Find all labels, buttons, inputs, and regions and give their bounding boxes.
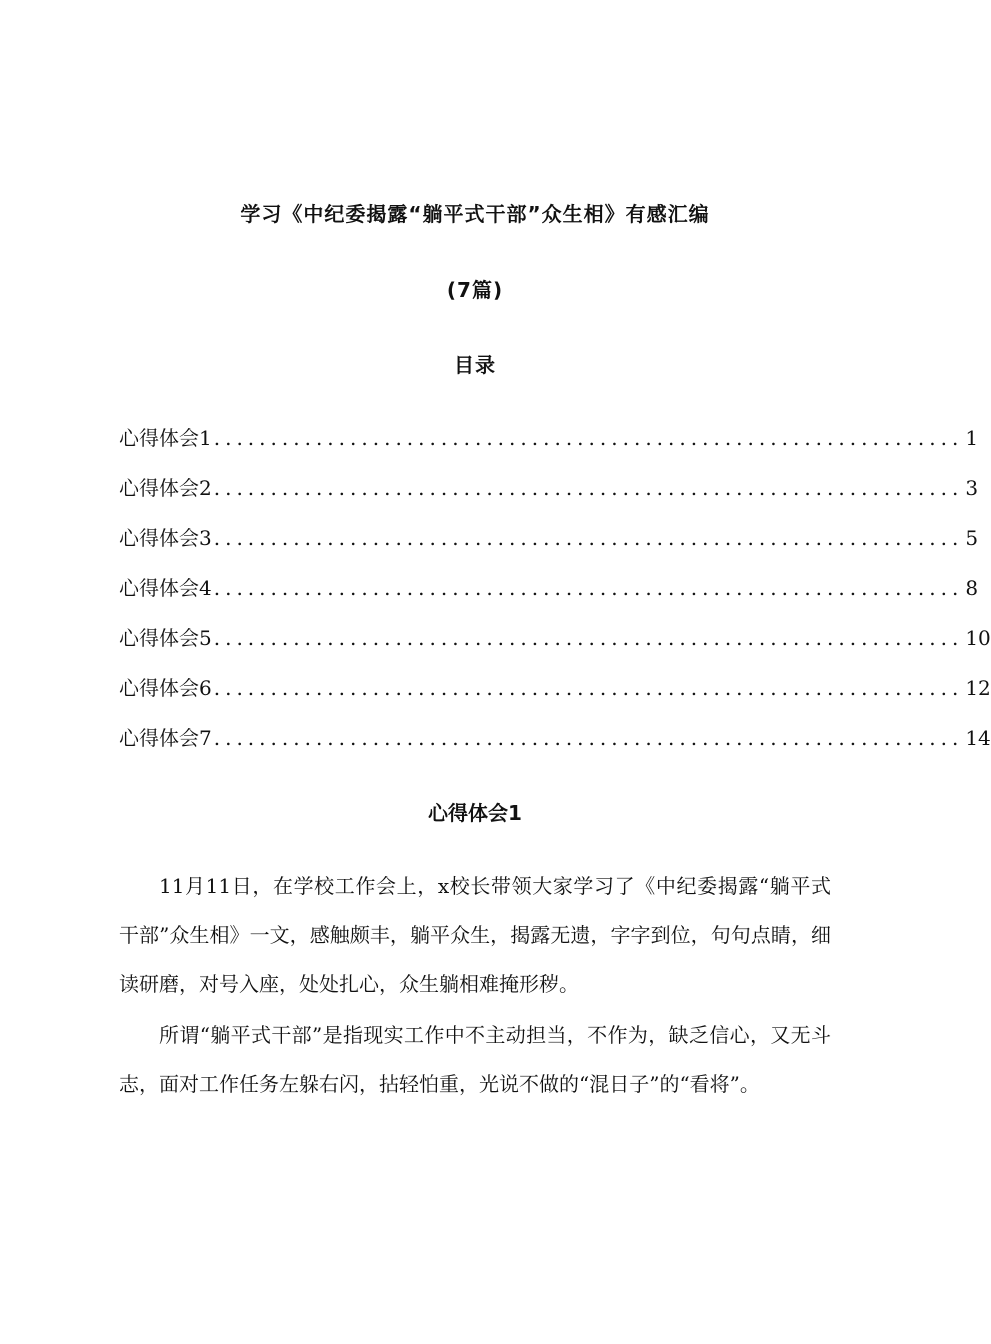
toc-leader-dots: .................................................................. xyxy=(213,476,964,500)
toc-entry-label: 心得体会3 xyxy=(119,526,212,550)
toc-entry-6[interactable] xyxy=(119,670,991,720)
toc-entry-label: 心得体会7 xyxy=(119,726,212,750)
toc-entry-page: 8 xyxy=(965,576,979,600)
toc-entry-3[interactable] xyxy=(119,520,979,570)
toc-entry-1[interactable] xyxy=(119,420,979,470)
toc-entry-label: 心得体会1 xyxy=(119,426,212,450)
toc-entry-label: 心得体会6 xyxy=(119,676,212,700)
toc-leader-dots: .................................................................. xyxy=(213,576,964,600)
toc-entry-page: 10 xyxy=(965,626,991,650)
toc-entry-4[interactable] xyxy=(119,570,979,620)
toc-entry-label: 心得体会4 xyxy=(119,576,212,600)
document-title: 学习《中纪委揭露“躺平式干部”众生相》有感汇编 xyxy=(240,202,710,226)
toc-entry-7[interactable] xyxy=(119,720,991,770)
toc-entry-label: 心得体会5 xyxy=(119,626,212,650)
body-paragraph-1: 11月11日，在学校工作会上，x校长带领大家学习了《中纪委揭露“躺平式干部”众生相》一文，感触颇丰，躺平众生，揭露无遗，字字到位，句句点睛，细读研磨，对号入座，处处扎心，众生躺相难掩形秽。 xyxy=(119,874,831,996)
table-of-contents xyxy=(119,420,991,770)
toc-leader-dots: .................................................................. xyxy=(213,526,964,550)
toc-entry-2[interactable] xyxy=(119,470,979,520)
toc-leader-dots: .................................................................. xyxy=(213,626,964,650)
toc-entry-page: 3 xyxy=(965,476,979,500)
toc-entry-5[interactable] xyxy=(119,620,991,670)
document-subtitle: (7篇) xyxy=(446,278,504,302)
toc-leader-dots: .................................................................. xyxy=(213,426,964,450)
toc-entry-page: 12 xyxy=(965,676,991,700)
toc-entry-label: 心得体会2 xyxy=(119,476,212,500)
toc-entry-page: 5 xyxy=(965,526,979,550)
toc-entry-page: 1 xyxy=(965,426,979,450)
toc-heading: 目录 xyxy=(454,353,496,377)
body-paragraph-2: 所谓“躺平式干部”是指现实工作中不主动担当，不作为，缺乏信心，又无斗志，面对工作任务左躲右闪，拈轻怕重，光说不做的“混日子”的“看将”。 xyxy=(119,1023,831,1096)
section-heading: 心得体会1 xyxy=(428,801,522,825)
toc-leader-dots: .................................................................. xyxy=(213,726,964,750)
toc-entry-page: 14 xyxy=(965,726,991,750)
toc-leader-dots: .................................................................. xyxy=(213,676,964,700)
